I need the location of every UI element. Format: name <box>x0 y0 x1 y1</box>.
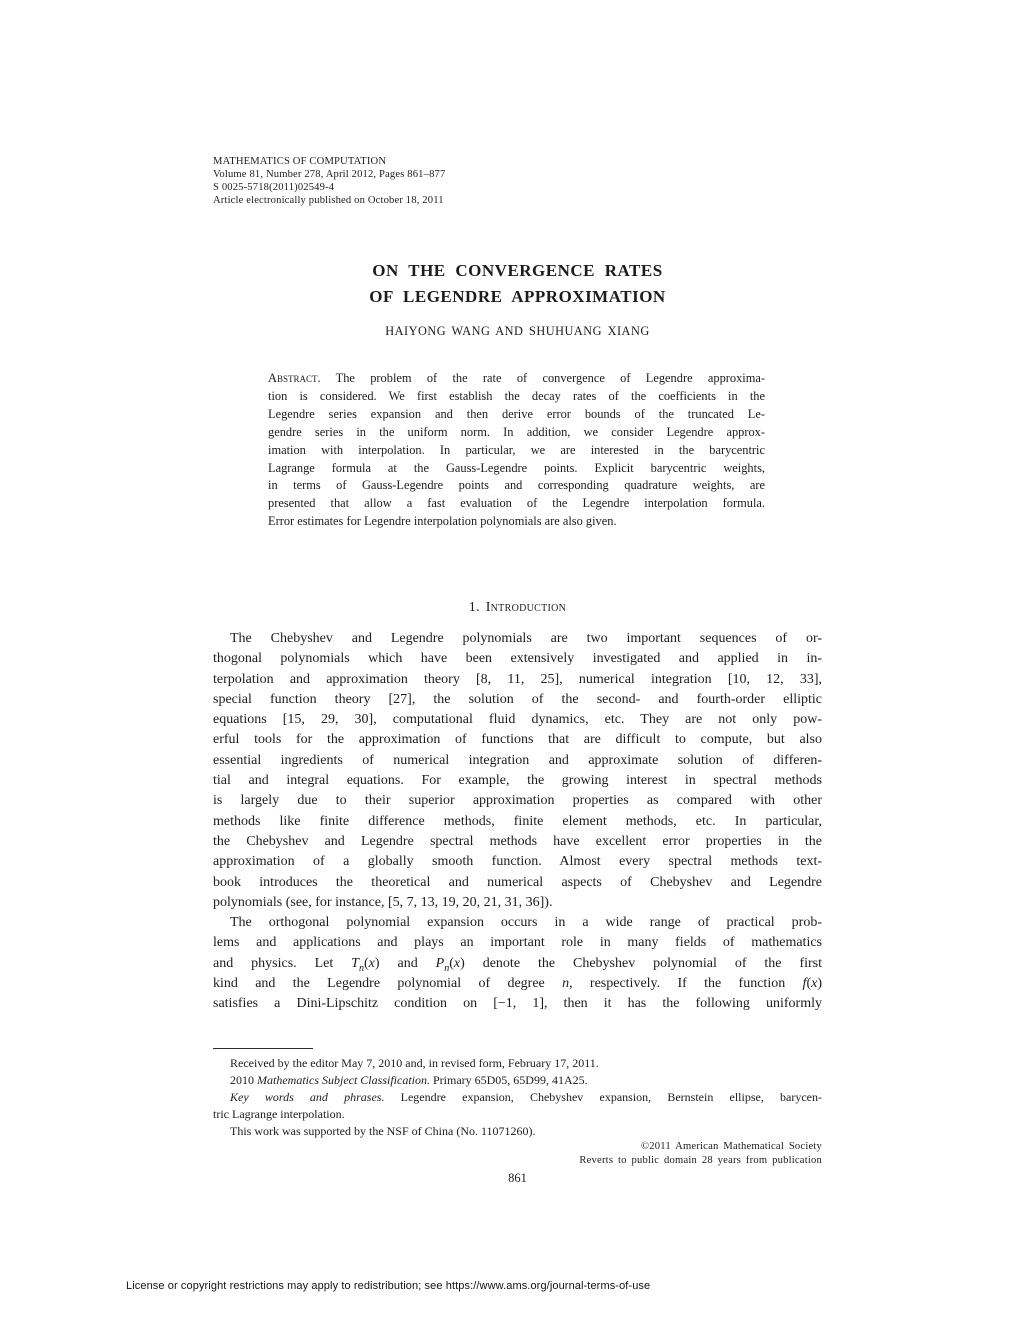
abstract-line: tion is considered. We first establish the decay rates of the coefficients in the <box>268 388 765 403</box>
body-line: polynomials (see, for instance, [5, 7, 13, 19, 20, 21, 31, 36]). <box>213 894 553 910</box>
footnote-keywords: Key words and phrases. Legendre expansion, Chebyshev expansion, Bernstein ellipse, barycen- <box>230 1090 822 1104</box>
body-line: special function theory [27], the solution of the second- and fourth-order elliptic <box>213 691 822 707</box>
body-line: kind and the Legendre polynomial of degree n, respectively. If the function f(x) <box>213 976 822 992</box>
copyright-line: ©2011 American Mathematical Society <box>641 1141 822 1152</box>
abstract-line: gendre series in the uniform norm. In addition, we consider Legendre approx- <box>268 424 765 439</box>
body-line: approximation of a globally smooth function. Almost every spectral methods text- <box>213 854 822 870</box>
title-line-2: OF LEGENDRE APPROXIMATION <box>369 286 666 306</box>
body-line: terpolation and approximation theory [8, 11, 25], numerical integration [10, 12, 33], <box>213 671 822 687</box>
footnote-keywords-continuation: tric Lagrange interpolation. <box>213 1107 345 1121</box>
paper-title <box>213 258 822 309</box>
epub-date-line: Article electronically published on October 18, 2011 <box>213 194 444 206</box>
copyright-block <box>579 1140 822 1169</box>
volume-issue-line: Volume 81, Number 278, April 2012, Pages 861–877 <box>213 168 446 180</box>
body-line: The Chebyshev and Legendre polynomials are two important sequences of or- <box>230 631 822 646</box>
article-id-line: S 0025-5718(2011)02549-4 <box>213 181 335 193</box>
abstract-line: Error estimates for Legendre interpolation polynomials are also given. <box>268 514 617 529</box>
footnote-support: This work was supported by the NSF of China (No. 11071260). <box>230 1124 536 1138</box>
abstract-line: Lagrange formula at the Gauss-Legendre points. Explicit barycentric weights, <box>268 460 765 475</box>
publication-header <box>213 156 445 208</box>
body-line: essential ingredients of numerical integration and approximate solution of differen- <box>213 752 822 768</box>
body-line: is largely due to their superior approximation properties as compared with other <box>213 793 822 809</box>
body-line: equations [15, 29, 30], computational fluid dynamics, etc. They are not only pow- <box>213 712 822 728</box>
abstract-line: imation with interpolation. In particular, we are interested in the barycentric <box>268 442 765 457</box>
body-line: The orthogonal polynomial expansion occurs in a wide range of practical prob- <box>230 915 822 931</box>
abstract-line: Legendre series expansion and then derive error bounds of the truncated Le- <box>268 406 765 421</box>
body-line: satisfies a Dini-Lipschitz condition on [−1, 1], then it has the following uniformly <box>213 996 822 1012</box>
body-line: methods like finite difference methods, finite element methods, etc. In particular, <box>213 813 822 829</box>
body-line: book introduces the theoretical and numerical aspects of Chebyshev and Legendre <box>213 874 822 890</box>
footnote-rule <box>213 1048 313 1049</box>
title-line-1: ON THE CONVERGENCE RATES <box>372 261 663 281</box>
authors-line: HAIYONG WANG AND SHUHUANG XIANG <box>385 324 650 338</box>
copyright-reversion-line: Reverts to public domain 28 years from publication <box>579 1155 822 1167</box>
license-note: License or copyright restrictions may apply to redistribution; see https://www.ams.org/journal-terms-of-use <box>126 1280 651 1292</box>
footnotes-block <box>213 1055 822 1140</box>
page-number: 861 <box>508 1171 527 1185</box>
body-line: thogonal polynomials which have been extensively investigated and applied in in- <box>213 651 822 667</box>
body-line: and physics. Let $T_n(x)$ and $P_n(x)$ denote the Chebyshev polynomial of the first <box>213 955 822 974</box>
body-line: erful tools for the approximation of functions that are difficult to compute, but also <box>213 732 822 748</box>
body-line: tial and integral equations. For example, the growing interest in spectral methods <box>213 773 822 789</box>
footnote-received: Received by the editor May 7, 2010 and, in revised form, February 17, 2011. <box>230 1056 599 1070</box>
abstract-line: presented that allow a fast evaluation of the Legendre interpolation formula. <box>268 496 765 511</box>
footnote-msc: 2010 Mathematics Subject Classification. Primary 65D05, 65D99, 41A25. <box>230 1073 588 1087</box>
body-text <box>213 629 822 1015</box>
abstract-block <box>268 370 765 531</box>
section-heading-introduction: 1. Introduction <box>468 600 567 615</box>
body-line: the Chebyshev and Legendre spectral methods have excellent error properties in the <box>213 833 822 849</box>
journal-name: MATHEMATICS OF COMPUTATION <box>213 156 387 167</box>
body-line: lems and applications and plays an important role in many fields of mathematics <box>213 935 822 951</box>
abstract-line: in terms of Gauss-Legendre points and corresponding quadrature weights, are <box>268 478 765 493</box>
abstract-line: Abstract. The problem of the rate of convergence of Legendre approxima- <box>268 371 765 385</box>
